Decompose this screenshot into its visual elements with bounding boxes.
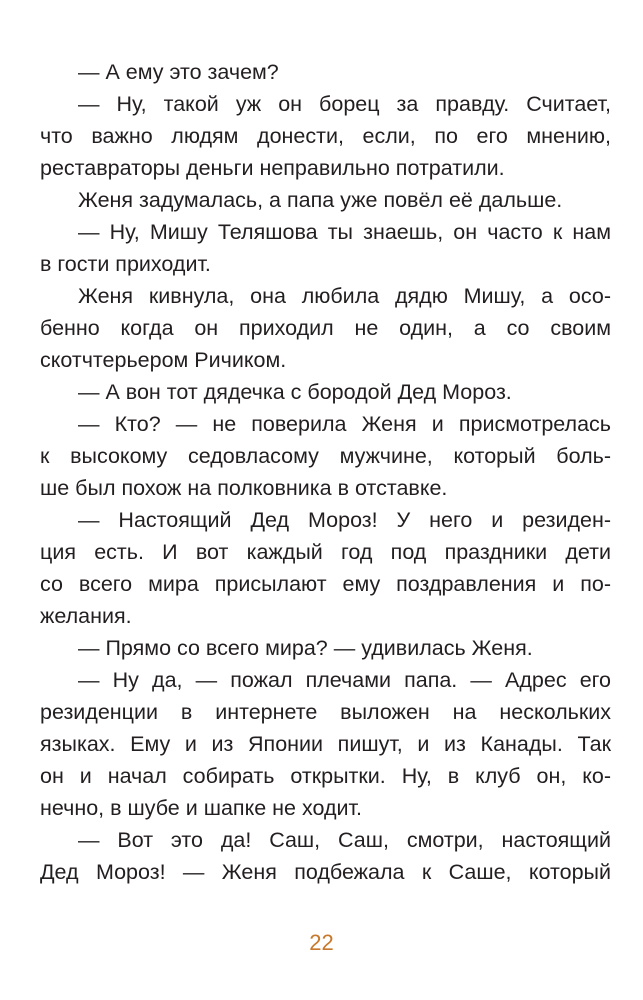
text-line: — Ну, Мишу Теляшова ты знаешь, он часто к нам bbox=[78, 220, 611, 244]
text-line: к высокому седовласому мужчине, который боль- bbox=[40, 444, 611, 468]
text-line: желания. bbox=[40, 604, 132, 628]
text-line: — Ну да, — пожал плечами папа. — Адрес его bbox=[78, 668, 611, 692]
text-line: — Прямо со всего мира? — удивилась Женя. bbox=[78, 636, 533, 660]
paragraph bbox=[40, 56, 611, 88]
paragraph bbox=[40, 664, 611, 824]
text-line: — А вон тот дядечка с бородой Дед Мороз. bbox=[78, 380, 512, 404]
paragraph bbox=[40, 408, 611, 504]
paragraph bbox=[40, 280, 611, 376]
paragraph bbox=[40, 824, 611, 888]
text-line: в гости приходит. bbox=[40, 252, 211, 276]
paragraph bbox=[40, 216, 611, 280]
page-number: 22 bbox=[309, 930, 334, 955]
paragraph bbox=[40, 184, 611, 216]
text-line: ше был похож на полковника в отставке. bbox=[40, 476, 448, 500]
text-line: он и начал собирать открытки. Ну, в клуб он, ко- bbox=[40, 764, 611, 788]
paragraph bbox=[40, 88, 611, 184]
text-line: — Кто? — не поверила Женя и присмотрелась bbox=[78, 412, 611, 436]
paragraph bbox=[40, 376, 611, 408]
text-line: ция есть. И вот каждый год под праздники дети bbox=[40, 540, 611, 564]
text-line: со всего мира присылают ему поздравления и по- bbox=[40, 572, 611, 596]
text-line: — Настоящий Дед Мороз! У него и резиден- bbox=[78, 508, 611, 532]
page-body bbox=[40, 56, 611, 888]
text-line: — Вот это да! Саш, Саш, смотри, настоящий bbox=[78, 828, 611, 852]
text-line: — Ну, такой уж он борец за правду. Считает, bbox=[78, 92, 611, 116]
text-line: Женя задумалась, а папа уже повёл её дальше. bbox=[78, 188, 563, 212]
text-line: что важно людям донести, если, по его мнению, bbox=[40, 124, 611, 148]
text-line: резиденции в интернете выложен на нескольких bbox=[40, 700, 611, 724]
paragraph bbox=[40, 632, 611, 664]
text-line: Дед Мороз! — Женя подбежала к Саше, который bbox=[40, 860, 611, 884]
text-line: нечно, в шубе и шапке не ходит. bbox=[40, 796, 362, 820]
text-line: скотчтерьером Ричиком. bbox=[40, 348, 287, 372]
text-line: языках. Ему и из Японии пишут, и из Канады. Так bbox=[40, 732, 611, 756]
paragraph bbox=[40, 504, 611, 632]
text-line: реставраторы деньги неправильно потратили. bbox=[40, 156, 505, 180]
text-line: Женя кивнула, она любила дядю Мишу, а осо- bbox=[78, 284, 611, 308]
text-line: бенно когда он приходил не один, а со своим bbox=[40, 316, 611, 340]
text-line: — А ему это зачем? bbox=[78, 60, 279, 84]
